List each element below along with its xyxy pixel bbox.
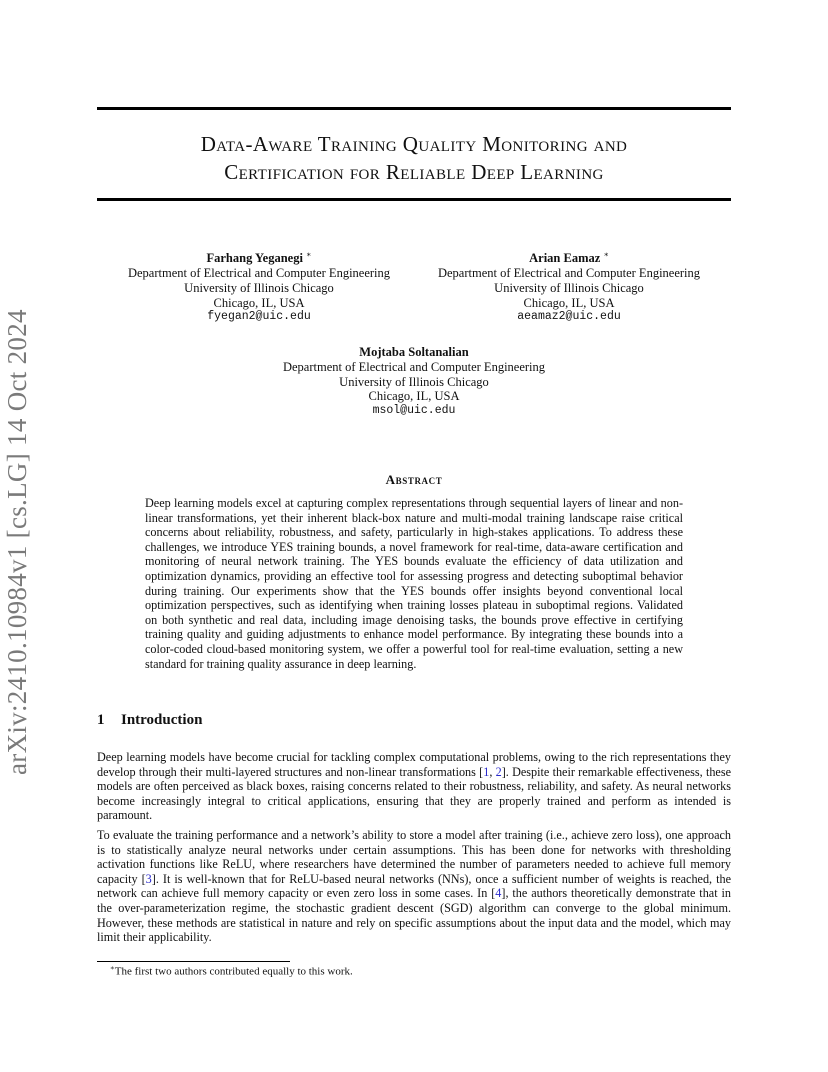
title-bottom-rule — [97, 198, 731, 201]
author-university: University of Illinois Chicago — [184, 280, 334, 295]
arxiv-identifier-stamp: arXiv:2410.10984v1 [cs.LG] 14 Oct 2024 — [2, 309, 32, 775]
citation-link[interactable]: 4 — [495, 886, 502, 901]
title-line-1: Data-Aware Training Quality Monitoring and — [200, 132, 628, 156]
paper-title — [97, 130, 731, 186]
author-email[interactable]: aeamaz2@uic.edu — [517, 310, 621, 324]
footnote-text: The first two authors contributed equally to this work. — [114, 965, 353, 978]
paragraph-text: ]. Despite their remarkable effectiveness, these models are often perceived as black boxes, raising concerns related to their robustness, reliability, and safety. As neural networks become increasingly integral to critical applications, ensuring that they are properly trained and perform as intended is paramount. — [97, 764, 731, 823]
author-name: Farhang Yeganegi — [206, 251, 303, 266]
section-title: Introduction — [121, 712, 203, 728]
author-city: Chicago, IL, USA — [368, 389, 460, 404]
paragraph-text: To evaluate the training performance and a network’s ability to store a model after training (i.e., achieve zero loss), one approach is to statistically analyze neural networks under certain assumptions. This has been done for networks with thresholding activation functions like ReLU, where researchers have determined the number of parameters needed to achieve full memory capacity [ — [97, 828, 731, 886]
paragraph-text: ]. It is well-known that for ReLU-based neural networks (NNs), once a sufficient number of weights is reached, the network can achieve full memory capacity or even zero loss in some cases. In [ — [97, 871, 731, 901]
section-heading-introduction — [97, 712, 202, 729]
author-city: Chicago, IL, USA — [213, 295, 305, 310]
title-line-2: Certification for Reliable Deep Learning — [224, 160, 604, 184]
citation-link[interactable]: 3 — [145, 871, 152, 886]
paragraph-text: ], the authors theoretically demonstrate that in the over-parameterization regime, the stochastic gradient descent (SGD) algorithm can converge to the global minimum. However, these methods are statistical in nature and rely on specific assumptions about the input data and the model, which may limit their applicability. — [97, 886, 731, 945]
equal-contribution-mark: ∗ — [603, 250, 609, 259]
citation-link[interactable]: 1 — [483, 764, 490, 779]
author-city: Chicago, IL, USA — [523, 295, 615, 310]
equal-contribution-mark: ∗ — [306, 250, 312, 259]
intro-paragraph-1 — [97, 750, 731, 823]
paragraph-text: Deep learning models have become crucial for tackling complex computational problems, owing to the rich representations they develop through their multi-layered structures and non-linear transformations [ — [97, 750, 731, 779]
author-block-2 — [420, 248, 718, 325]
footnote-mark: ∗ — [110, 964, 115, 972]
citation-separator: , — [489, 764, 496, 779]
section-number: 1 — [97, 712, 105, 728]
footnote-rule — [97, 961, 290, 962]
author-department: Department of Electrical and Computer Engineering — [127, 265, 391, 280]
intro-paragraph-2 — [97, 828, 731, 945]
author-university: University of Illinois Chicago — [494, 280, 644, 295]
author-block-1 — [110, 248, 408, 325]
author-email[interactable]: fyegan2@uic.edu — [207, 310, 311, 324]
author-email[interactable]: msol@uic.edu — [372, 404, 456, 418]
author-name: Arian Eamaz — [529, 251, 601, 266]
author-name: Mojtaba Soltanalian — [359, 345, 469, 359]
author-department: Department of Electrical and Computer Engineering — [282, 359, 546, 374]
title-top-rule — [97, 107, 731, 110]
citation-link[interactable]: 2 — [495, 764, 502, 779]
author-block-3 — [264, 345, 564, 419]
author-university: University of Illinois Chicago — [339, 374, 489, 389]
footnote — [110, 964, 353, 978]
author-department: Department of Electrical and Computer Engineering — [437, 265, 701, 280]
abstract-text: Deep learning models excel at capturing complex representations through sequential layers of linear and non-linear transformations, yet their inherent black-box nature and multi-modal training landscape raise critical concerns about reliability, robustness, and safety, particularly in high-stakes applications. To address these challenges, we introduce YES training bounds, a novel framework for real-time, data-aware certification and monitoring of neural network training. The YES bounds evaluate the efficiency of data utilization and optimization dynamics, providing an effective tool for assessing progress and detecting suboptimal behavior during training. Our experiments show that the YES bounds offer insights beyond conventional local optimization perspectives, such as identifying when training losses plateau in suboptimal regions. Validated on both synthetic and real data, including image denoising tasks, the bounds prove effective in certifying training quality and guiding adjustments to enhance model performance. By integrating these bounds into a color-coded cloud-based monitoring system, we offer a powerful tool for real-time evaluation, setting a new standard for training quality assurance in deep learning. — [145, 496, 683, 671]
abstract-heading: Abstract — [385, 472, 443, 487]
